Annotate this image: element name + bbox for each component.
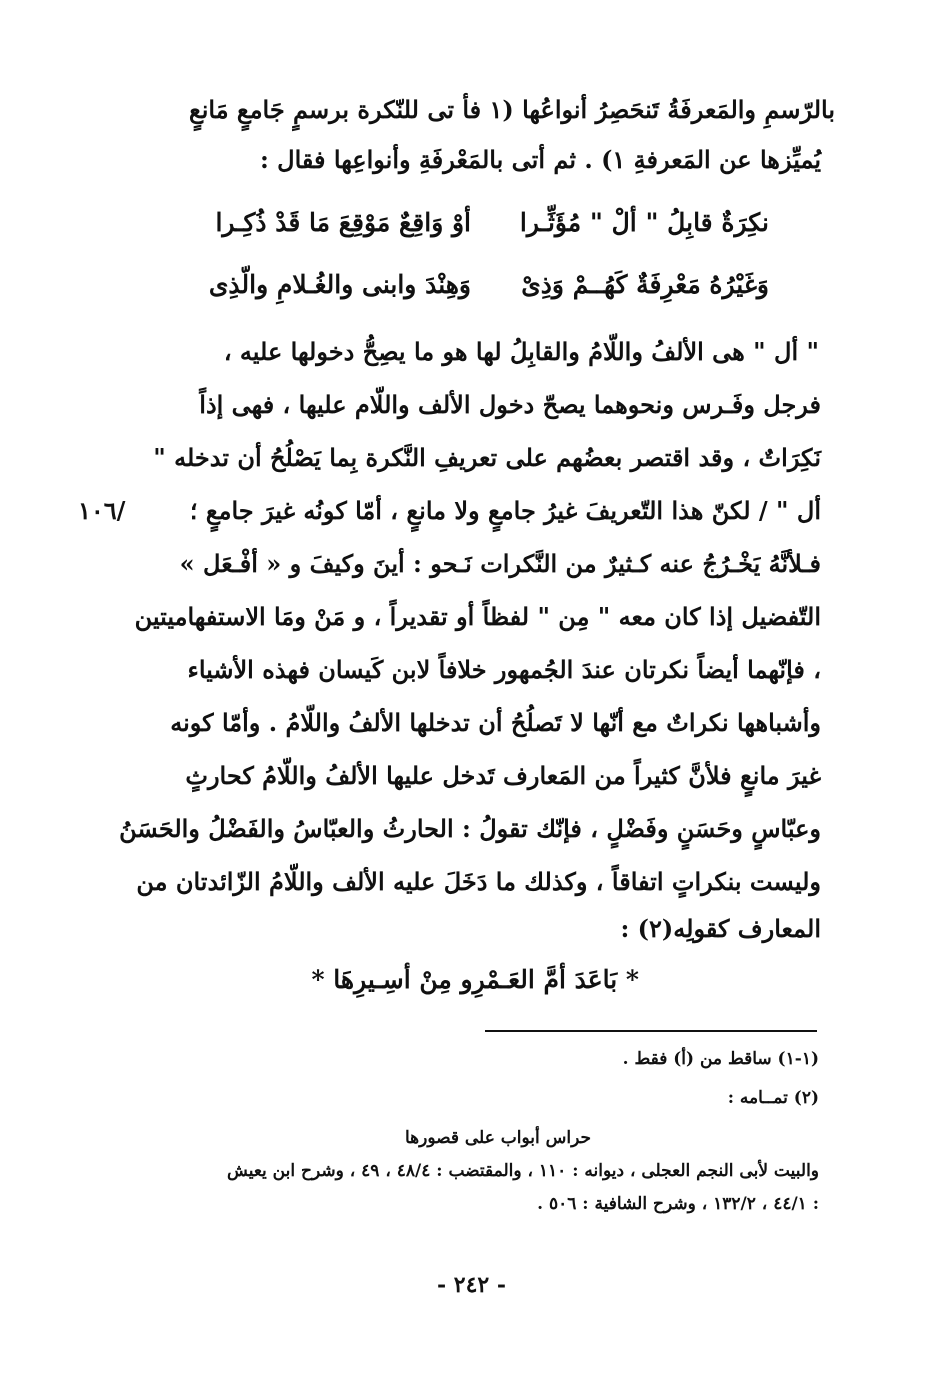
paragraph-line-7: ، فإنّهما أيضاً نكرتان عندَ الجُمهور خلافاً لابن كَيسان فهذه الأشياء [187, 655, 821, 684]
paragraph-line-4: أل " / لكنّ هذا التّعريفَ غيرُ جامعٍ ولا مانعٍ ، أمّا كونُه غيرَ جامعٍ ؛ [189, 496, 821, 525]
footnote-2-source-line-1: والبيت لأبى النجم العجلى ، ديوانه : ١١٠ ، والمقتضب : ٤٨/٤ ، ٤٩ ، وشرح ابن يعيش [227, 1161, 819, 1181]
footnote-divider [485, 1030, 817, 1032]
quoted-verse: * بَاعَدَ أمَّ العَـمْرِو مِنْ أسِـيرِهَا * [311, 965, 639, 994]
body-line-2: يُميِّزها عن المَعرفةِ ١) . ثم أتى بالمَعْرفَةِ وأنواعِها فقال : [259, 145, 821, 174]
paragraph-line-1: " أل " هى الألفُ واللّامُ والقابِلُ لها هو ما يصِحُّ دخولها عليه ، [223, 337, 819, 366]
paragraph-line-9: غيرَ مانعٍ فلأنَّ كثيراً من المَعارف تَدخل عليها الألفُ واللّامُ كحارثٍ [185, 761, 821, 790]
paragraph-line-12: المعارف كقولِه(٢) : [620, 914, 821, 943]
verse-2-first-hemistich: وَغَيْرُهُ مَعْرِفَةٌ كَهُــمْ وَذِىْ [521, 270, 769, 299]
footnote-2-source-line-2: : ٤٤/١ ، ١٣٢/٢ ، وشرح الشافية : ٥٠٦ . [537, 1194, 819, 1214]
page-number: - ٢٤٢ - [436, 1272, 507, 1298]
verse-1-second-hemistich: أوْ وَاقِعٌ مَوْقِعَ مَا قَدْ ذُكِـرا [215, 208, 471, 237]
footnote-2-verse: حراس أبواب على قصورها [404, 1128, 591, 1148]
paragraph-line-5: فـلأنَّهُ يَخْـرُجُ عنه كـثيرٌ من النَّكرات نَـحو : أينَ وكيفَ و « أفْـعَل » [179, 549, 821, 578]
paragraph-line-10: وعبّاسٍ وحَسَنٍ وفَضْلٍ ، فإنّك تقولُ : الحارثُ والعبّاسُ والفَضْلُ والحَسَنُ [119, 814, 821, 843]
footnote-2: (٢) تمــامه : [727, 1088, 819, 1108]
marginal-folio-reference: ١٠٦/ [78, 496, 126, 525]
paragraph-line-3: نَكِرَاتٌ ، وقد اقتصر بعضُهم على تعريفِ النَّكرة بِما يَصْلُحُ أن تدخله " [153, 443, 821, 472]
paragraph-line-2: فرجل وفَـرس ونحوهما يصحّ دخول الألف واللّام عليها ، فهى إذاً [199, 390, 821, 419]
paragraph-line-6: التّفضيل إذا كان معه " مِن " لفظاً أو تقديراً ، و مَنْ ومَا الاستفهاميتين [134, 602, 821, 631]
paragraph-line-8: وأشباهها نكراتٌ مع أنّها لا تَصلُحُ أن تدخلها الألفُ واللّامُ . وأمّا كونه [170, 708, 821, 737]
verse-1-first-hemistich: نكِرَةٌ قابِلُ " ألْ " مُؤَثِّـرا [519, 208, 769, 237]
body-line-1: بالرّسمِ والمَعرفَةُ تَنحَصِرُ أنواعُها (١ فأ تى للنّكرة برسمٍ جَامعٍ مَانعٍ [188, 95, 835, 124]
footnote-1: (١-١) ساقط من (أ) فقط . [622, 1049, 819, 1069]
verse-2-second-hemistich: وَهِنْدَ وابنى والغُـلامِ والّذِى [208, 270, 471, 299]
paragraph-line-11: وليست بنكراتٍ اتفاقاً ، وكذلك ما دَخَلَ عليه الألف واللّامُ الزّائدتان من [136, 867, 821, 896]
